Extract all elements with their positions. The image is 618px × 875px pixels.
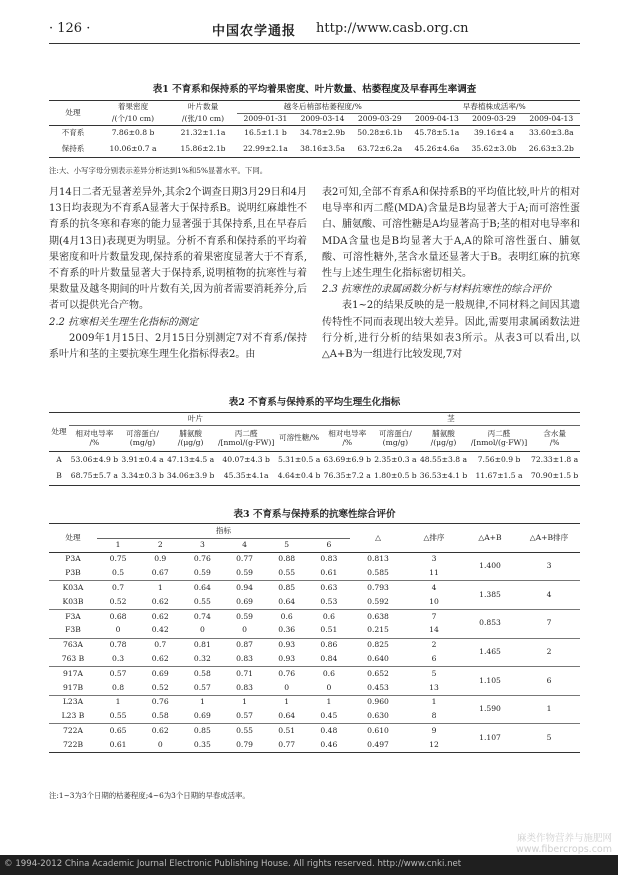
t3-h-abrank: △A+B排序 [518, 524, 580, 553]
t3-cell: 1 [157, 582, 163, 592]
t3-cell: 0.65 [109, 725, 127, 735]
t1-cell: 45.26±4.6a [408, 142, 465, 158]
t2-head: 脯氨酸 /(μg/g) [177, 428, 204, 447]
t3-abrank: 2 [518, 638, 580, 667]
t2-cell: 68.75±5.7 a [69, 469, 120, 486]
t2-cell: 48.55±3.8 a [418, 452, 469, 469]
t3-cell: 0.813 [350, 552, 406, 566]
t1-date: 2009-04-13 [415, 114, 459, 124]
journal-url[interactable]: http://www.casb.org.cn [316, 21, 469, 36]
table-row [49, 581, 580, 595]
t3-cell: L23 B [49, 710, 97, 724]
table3-note: 注:1~3为3个日期的枯萎程度;4~6为3个日期的早春成活率。 [49, 791, 250, 800]
site-watermark-cn: 麻类作物营养与施肥网 [516, 833, 612, 844]
t3-cell: 722A [63, 725, 83, 735]
t2-head: 丙二醛 /[nmol/(g·FW)] [217, 428, 275, 447]
page-header [49, 18, 580, 40]
t3-cell: 0.45 [308, 710, 350, 724]
t2-h-treat: 处理 [49, 413, 69, 452]
t1-h-treat: 处理 [49, 101, 97, 126]
t3-cell: 0.85 [278, 582, 296, 592]
t3-cell: 0.81 [193, 640, 211, 650]
t2-cell: B [49, 469, 69, 486]
t1-h-density: 着果密度 [97, 101, 169, 114]
t1-cell: 15.86±2.1b [169, 142, 237, 158]
t1-date: 2009-01-31 [243, 114, 288, 124]
t3-cell: 0 [266, 681, 308, 695]
t3-cell: 0.36 [266, 624, 308, 638]
t3-ab: 1.590 [462, 695, 518, 724]
t1-h-regen: 早春植株成活率/% [408, 101, 580, 114]
t3-abrank: 5 [518, 724, 580, 753]
t3-cell: 3 [406, 552, 462, 566]
t2-head: 脯氨酸 /(μg/g) [430, 428, 457, 447]
t2-cell: 2.35±0.3 a [373, 452, 419, 469]
t3-cell: 763 B [49, 652, 97, 666]
t1-cell: 22.99±2.1a [237, 142, 294, 158]
t1-cell: 50.28±6.1b [351, 126, 408, 142]
t1-cell: 33.60±3.8a [523, 126, 580, 142]
t2-cell: 76.35±7.2 a [322, 469, 373, 486]
t3-cell: 0.79 [223, 738, 265, 752]
t2-cell: 7.56±0.9 b [469, 452, 529, 469]
t3-cell: 0.610 [367, 725, 389, 735]
t3-cell: 0 [308, 681, 350, 695]
t2-head: 可溶蛋白/ (mg/g) [126, 428, 159, 447]
t3-h-treat: 处理 [49, 524, 97, 553]
t3-cell: 0 [181, 624, 223, 638]
t3-cell: 0.55 [236, 725, 253, 735]
t3-cell: 0.5 [97, 567, 139, 581]
t3-cell: 0.55 [266, 567, 308, 581]
t1-cell: 10.06±0.7 a [97, 142, 169, 158]
t3-cell: 0.83 [223, 681, 265, 695]
t3-cell: 1 [431, 697, 437, 707]
footer-bar [0, 833, 618, 875]
t3-cell: 0.64 [266, 710, 308, 724]
t3-cell: 0.71 [236, 668, 253, 678]
t3-cell: 0.3 [97, 652, 139, 666]
t2-cell: 3.34±0.3 b [120, 469, 166, 486]
t2-cell: 11.67±1.5 a [469, 469, 529, 486]
t2-cell: 53.06±4.9 b [69, 452, 120, 469]
t3-cell: 0.8 [97, 681, 139, 695]
t3-cell: 13 [406, 681, 462, 695]
t3-cell: 0.55 [97, 710, 139, 724]
section-heading: 2.2 抗寒相关生理生化指标的测定 [49, 316, 199, 328]
t3-abrank: 7 [518, 609, 580, 638]
table3-caption: 表3 不育系与保持系的抗寒性综合评价 [233, 509, 396, 520]
t3-cell: 0.6 [322, 668, 335, 678]
t3-h-ab: △A+B [462, 524, 518, 553]
site-watermark-url: www.fibercrops.com [515, 844, 612, 855]
t3-cell: 0.94 [236, 582, 253, 592]
t1-h-leaf-unit: /(张/10 cm) [181, 113, 225, 123]
t3-cell: 0 [139, 738, 181, 752]
t3-cell: 0.84 [308, 652, 350, 666]
table2-caption: 表2 不育系与保持系的平均生理生化指标 [228, 397, 401, 408]
t3-cell: 0.69 [223, 595, 265, 609]
t3-cell: 0.42 [139, 624, 181, 638]
table2 [49, 412, 580, 486]
t3-cell: 1 [242, 697, 247, 707]
t3-cell: 0.6 [322, 611, 335, 621]
t3-cell: 0.64 [193, 582, 211, 592]
t3-cell: K03B [49, 595, 97, 609]
t2-cell: 63.69±6.9 b [322, 452, 373, 469]
header-rule [49, 43, 580, 44]
paragraph: 表2可知,全部不育系A和保持系B的平均值比较,叶片的相对电导率和丙二醛(MDA)含量是B均显著大于A;而可溶性蛋白、脯氨酸、可溶性糖是A均显著高于B;茎的相对电导率和MDA含量也是B均显著大于A,A的除可溶性蛋白、脯氨酸、可溶性糖外,茎含水量还显著大于B。表明红麻的抗寒性与上述生理生化指标密切相关。 [322, 187, 580, 280]
t3-cell: 0.64 [266, 595, 308, 609]
t3-cell: 0.83 [223, 652, 265, 666]
t3-cell: 0.630 [350, 710, 406, 724]
t3-index-num: 3 [199, 539, 205, 549]
table-row [49, 638, 580, 652]
t3-cell: 2 [431, 640, 437, 650]
t3-cell: 0.85 [193, 725, 211, 735]
t3-ab: 0.853 [462, 609, 518, 638]
paragraph: 2009年1月15日、2月15日分别测定7对不育系/保持系叶片和茎的主要抗寒生理生化指标得表2。由 [49, 332, 307, 361]
t3-cell: 0.74 [193, 611, 211, 621]
table-row [49, 126, 580, 142]
t3-cell: 9 [431, 725, 437, 735]
t3-cell: 0.57 [109, 668, 127, 678]
t3-cell: 0.592 [350, 595, 406, 609]
table1 [49, 100, 580, 158]
t3-h-delta: △ [350, 524, 406, 553]
t3-cell: 7 [431, 611, 437, 621]
t3-index-num: 4 [242, 539, 247, 549]
t3-cell: P3A [49, 552, 97, 566]
t3-cell: 0.93 [278, 640, 296, 650]
t1-cell: 26.63±3.2b [523, 142, 580, 158]
t3-cell: 0.76 [151, 697, 169, 707]
t1-cell: 21.32±1.1a [169, 126, 237, 142]
t3-cell: 0.453 [350, 681, 406, 695]
t1-cell: 39.16±4 a [465, 126, 522, 142]
t1-h-leaf: 叶片数量 [169, 101, 237, 114]
t3-cell: 0.68 [109, 611, 127, 621]
t3-cell: 0.61 [97, 738, 139, 752]
t3-index-num: 5 [284, 539, 290, 549]
t3-cell: 0.35 [181, 738, 223, 752]
t3-index-num: 6 [326, 539, 332, 549]
section-heading: 2.3 抗寒性的隶属函数分析与材料抗寒性的综合评价 [322, 284, 552, 296]
t3-cell: 0.825 [367, 640, 389, 650]
t3-cell: 0.62 [151, 725, 169, 735]
t1-date: 2009-03-29 [357, 114, 402, 124]
t3-cell: 0.76 [181, 552, 223, 566]
table-row [49, 469, 580, 486]
table-row [49, 609, 580, 623]
t3-ab: 1.385 [462, 581, 518, 610]
t1-cell: 不育系 [49, 126, 97, 142]
t2-head: 相对电导率 /% [75, 428, 114, 447]
t3-cell: 0.77 [266, 738, 308, 752]
t3-cell: 0.78 [109, 640, 127, 650]
t2-cell: 34.06±3.9 b [165, 469, 216, 486]
t3-cell: 0.7 [154, 640, 167, 650]
t1-cell: 38.16±3.5a [294, 142, 351, 158]
t3-cell: 1 [326, 697, 332, 707]
t2-cell: 1.80±0.5 b [373, 469, 419, 486]
table-row [49, 552, 580, 566]
right-column [322, 185, 580, 363]
t3-cell: 4 [431, 582, 437, 592]
t3-cell: 0.58 [139, 710, 181, 724]
t3-cell: 0.87 [236, 640, 253, 650]
t3-cell: 0.585 [350, 567, 406, 581]
t3-cell: 0.62 [151, 611, 169, 621]
t1-date: 2009-03-29 [472, 114, 516, 124]
t3-cell: 0.69 [181, 710, 223, 724]
t3-cell: 0.7 [112, 582, 125, 592]
t3-cell: 8 [406, 710, 462, 724]
t3-cell: 0.52 [97, 595, 139, 609]
t3-cell: 0.793 [367, 582, 389, 592]
t3-cell: 0.75 [97, 552, 139, 566]
site-watermark [516, 833, 612, 855]
t3-cell: 0.640 [350, 652, 406, 666]
t3-cell: P3B [49, 567, 97, 581]
t2-head: 相对电导率 /% [328, 428, 367, 447]
t3-cell: 0.88 [266, 552, 308, 566]
t3-cell: 1 [199, 697, 205, 707]
t3-h-rank: △排序 [406, 524, 462, 553]
t3-cell: F3B [49, 624, 97, 638]
t1-h-wither: 越冬后梢部枯萎程度/% [237, 101, 408, 114]
t3-cell: 0.52 [139, 681, 181, 695]
t1-cell: 7.86±0.8 b [97, 126, 169, 142]
t2-cell: 5.31±0.5 a [276, 452, 322, 469]
paragraph: 表1~2的结果反映的是一般规律,不同材料之间因其遗传特性不同而表现出较大差异。因此,需要用隶属函数法进行分析,进行分析的结果如表3所示。从表3可以看出,以△A+B为一组进行比较发现,7对 [322, 300, 580, 361]
t3-cell: 0.77 [223, 552, 265, 566]
t3-cell: 1 [284, 697, 290, 707]
t2-cell: 3.91±0.4 a [120, 452, 166, 469]
t3-cell: 0.83 [308, 552, 350, 566]
t1-cell: 45.78±5.1a [408, 126, 465, 142]
t3-cell: 0.59 [181, 567, 223, 581]
t3-cell: 0.9 [139, 552, 181, 566]
journal-title: 中国农学通报 [212, 24, 297, 39]
t3-cell: 0.86 [320, 640, 338, 650]
t3-index-num: 1 [115, 539, 121, 549]
t2-cell: 47.13±4.5 a [165, 452, 216, 469]
t3-cell: F3A [65, 611, 81, 621]
t1-h-density-unit: /(个/10 cm) [111, 113, 155, 123]
paragraph: 月14日二者无显著差异外,其余2个调查日期3月29日和4月13日均表现为不育系A显著大于保持系B。说明红麻雄性不育系的抗冬寒和春寒的能力显著强于其保持系,且在早春后期(4月13日)表现更为明显。分析不育系和保持系的平均着果密度和叶片数量发现,保持系的着果密度显著大于不育系,不育系的叶片数量显著大于保持系,说明植物的抗寒性与着果数量及越冬期间的叶片数有关,因为前者需要消耗养分,后者可以提供光合产物。 [49, 187, 307, 312]
t3-cell: 0.51 [278, 725, 296, 735]
table1-caption: 表1 不育系和保持系的平均着果密度、叶片数量、枯萎程度及早春再生率调查 [152, 84, 477, 95]
t3-abrank: 6 [518, 667, 580, 696]
t1-cell: 35.62±3.0b [465, 142, 522, 158]
t3-cell: 5 [431, 668, 437, 678]
t3-cell: 0.67 [139, 567, 181, 581]
t3-cell: 10 [406, 595, 462, 609]
table-row [49, 695, 580, 709]
page-number: · 126 · [49, 21, 91, 36]
t3-cell: 0.32 [181, 652, 223, 666]
t3-cell: 0.6 [280, 611, 293, 621]
t3-cell: 0.76 [278, 668, 296, 678]
left-column [49, 185, 307, 363]
t1-cell: 保持系 [49, 142, 97, 158]
t2-group-stem: 茎 [322, 413, 580, 426]
t3-cell: 0.652 [367, 668, 389, 678]
t3-cell: 0.58 [193, 668, 211, 678]
t2-cell: 40.07±4.3 b [216, 452, 276, 469]
t3-cell: 0 [97, 624, 139, 638]
table3 [49, 523, 580, 753]
t3-cell: 0.61 [308, 567, 350, 581]
table-row [49, 724, 580, 738]
t2-cell: 36.53±4.1 b [418, 469, 469, 486]
t3-cell: 0.93 [266, 652, 308, 666]
t3-index-num: 2 [157, 539, 163, 549]
table-row [49, 452, 580, 469]
t2-cell: 72.33±1.8 a [529, 452, 580, 469]
table-row [49, 142, 580, 158]
t2-group-leaf: 叶片 [69, 413, 322, 426]
t1-cell: 34.78±2.9b [294, 126, 351, 142]
t3-cell: 1 [115, 697, 121, 707]
t2-head: 可溶性糖/% [279, 433, 320, 443]
t3-cell: 917B [49, 681, 97, 695]
t2-cell: 70.90±1.5 b [529, 469, 580, 486]
t3-abrank: 3 [518, 552, 580, 581]
t3-h-index: 指标 [97, 524, 350, 539]
t3-abrank: 1 [518, 695, 580, 724]
t3-cell: 0.57 [181, 681, 223, 695]
t2-cell: A [49, 452, 69, 469]
t3-cell: 0.57 [223, 710, 265, 724]
t2-head: 可溶蛋白/ (mg/g) [378, 428, 412, 447]
t3-cell: K03A [62, 582, 84, 592]
t3-cell: 722B [49, 738, 97, 752]
t1-cell: 63.72±6.2a [351, 142, 408, 158]
t3-cell: 0.59 [236, 611, 253, 621]
t3-cell: 0.53 [308, 595, 350, 609]
t2-cell: 45.35±4.1a [216, 469, 276, 486]
t3-ab: 1.107 [462, 724, 518, 753]
t3-ab: 1.105 [462, 667, 518, 696]
t3-cell: 0.48 [320, 725, 338, 735]
t3-cell: 14 [406, 624, 462, 638]
t1-cell: 16.5±1.1 b [237, 126, 294, 142]
t1-date: 2009-04-13 [529, 114, 574, 124]
table-row [49, 667, 580, 681]
t2-head: 含水量 /% [543, 428, 566, 447]
t3-cell: 0.63 [320, 582, 338, 592]
t3-cell: 0 [223, 624, 265, 638]
t3-cell: 0.497 [350, 738, 406, 752]
t3-abrank: 4 [518, 581, 580, 610]
t3-ab: 1.465 [462, 638, 518, 667]
t3-cell: 6 [406, 652, 462, 666]
t3-cell: 917A [63, 668, 83, 678]
copyright-text: © 1994-2012 China Academic Journal Electronic Publishing House. All rights reserved. http://www.cnki.net [4, 859, 462, 869]
t3-cell: 0.51 [308, 624, 350, 638]
t3-cell: 0.960 [367, 697, 389, 707]
t3-cell: 0.62 [139, 595, 181, 609]
t2-head: 丙二醛 /[nmol/(g·FW)] [470, 428, 528, 447]
t3-cell: 0.55 [181, 595, 223, 609]
t3-cell: 0.638 [367, 611, 389, 621]
t3-cell: 11 [406, 567, 462, 581]
t3-cell: 763A [63, 640, 83, 650]
t3-cell: 0.215 [350, 624, 406, 638]
table1-note: 注:大、小写字母分别表示差异分析达到1%和5%显著水平。下同。 [49, 166, 268, 175]
t3-cell: 0.59 [223, 567, 265, 581]
t3-ab: 1.400 [462, 552, 518, 581]
t1-date: 2009-03-14 [300, 114, 345, 124]
t3-cell: 12 [406, 738, 462, 752]
t3-cell: 0.69 [151, 668, 169, 678]
t2-cell: 4.64±0.4 b [276, 469, 322, 486]
t3-cell: L23A [62, 697, 84, 707]
t3-cell: 0.62 [139, 652, 181, 666]
t3-cell: 0.46 [308, 738, 350, 752]
